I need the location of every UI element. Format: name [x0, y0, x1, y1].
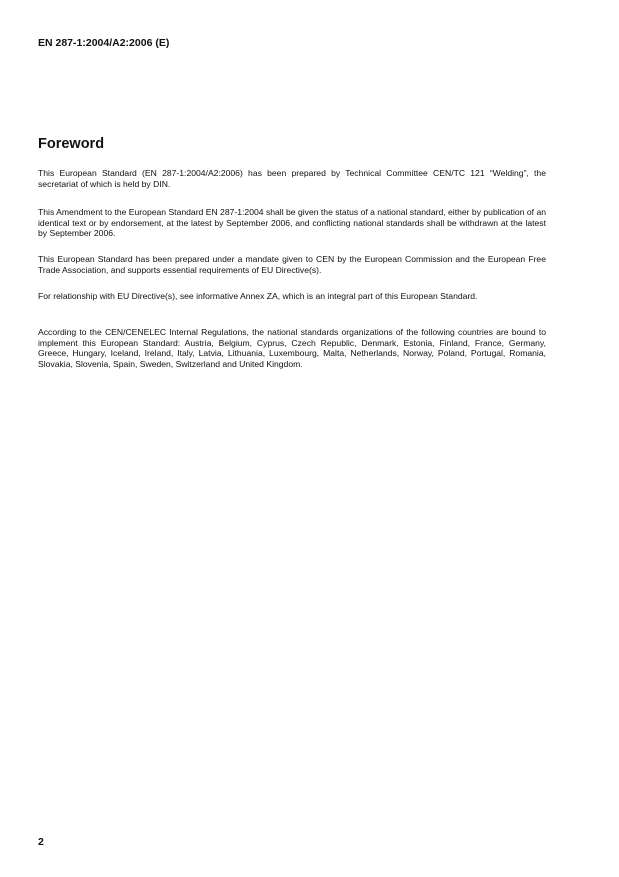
paragraph-annex: For relationship with EU Directive(s), see informative Annex ZA, which is an integral part of this European Standard.	[38, 291, 478, 301]
paragraph-status: This Amendment to the European Standard EN 287-1:2004 shall be given the status of a national standard, either by publication of an identical text or by endorsement, at the latest by September 2006, and conflicting national standards shall be withdrawn at the latest by September 2006.	[38, 207, 546, 239]
page-number: 2	[38, 836, 44, 848]
section-title: Foreword	[38, 136, 105, 152]
paragraph-committee: This European Standard (EN 287-1:2004/A2:2006) has been prepared by Technical Committee CEN/TC 121 “Welding”, the secretariat of which is held by DIN.	[38, 168, 546, 189]
document-header-id: EN 287-1:2004/A2:2006 (E)	[38, 37, 170, 49]
paragraph-mandate: This European Standard has been prepared under a mandate given to CEN by the European Commission and the European Free Trade Association, and supports essential requirements of EU Directive(s).	[38, 254, 546, 275]
paragraph-countries: According to the CEN/CENELEC Internal Regulations, the national standards organizations of the following countries are bound to implement this European Standard: Austria, Belgium, Cyprus, Czech Republic, Denmark, Estonia, Finland, France, Germany, Greece, Hungary, Iceland, Ireland, Italy, Latvia, Lithuania, Luxembourg, Malta, Netherlands, Norway, Poland, Portugal, Romania, Slovakia, Slovenia, Spain, Sweden, Switzerland and United Kingdom.	[38, 327, 546, 369]
